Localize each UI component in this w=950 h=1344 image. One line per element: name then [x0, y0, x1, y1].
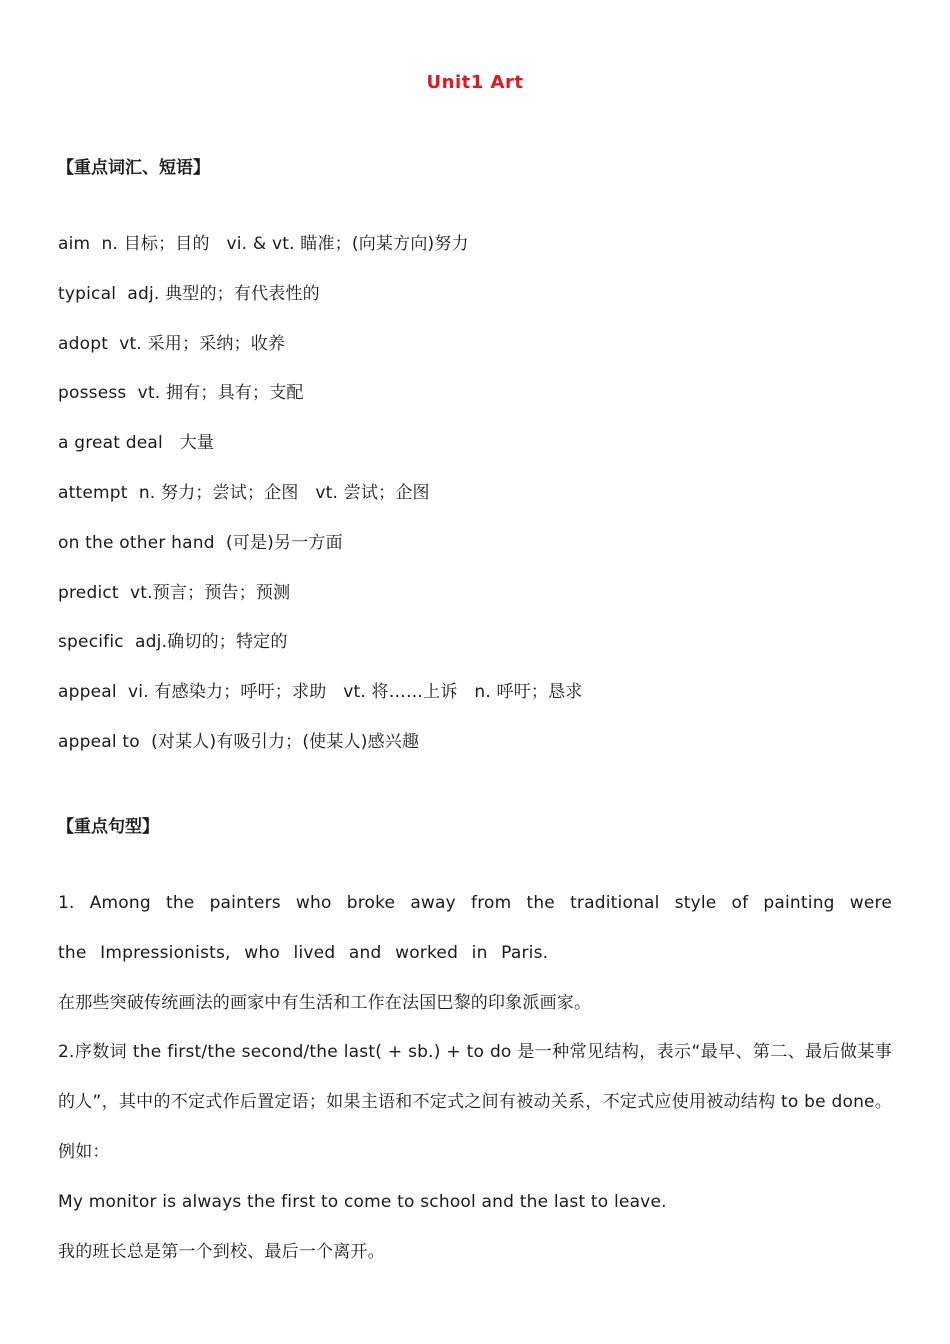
vocab-item: predict vt.预言；预告；预测: [58, 582, 291, 603]
vocab-item: specific adj.确切的；特定的: [58, 632, 288, 653]
document-title: Unit1 Art: [426, 72, 524, 93]
vocab-item: typical adj. 典型的；有代表性的: [58, 283, 320, 304]
vocab-item: a great deal 大量: [58, 433, 215, 454]
vocab-section-heading: 【重点词汇、短语】: [57, 158, 210, 178]
vocab-item: on the other hand (可是)另一方面: [58, 532, 343, 553]
vocab-item: adopt vt. 采用；采纳；收养: [58, 333, 286, 354]
sentence-2-example-chinese: 我的班长总是第一个到校、最后一个离开。: [58, 1241, 385, 1262]
vocab-list: [58, 231, 583, 779]
sentence-2-rule: 2.序数词 the first/the second/the last( + sb.) + to do 是一种常见结构，表示“最早、第二、最后做某事的人”，其中的不定式作后置定语；如果主语和不定式之间有被动关系，不定式应使用被动结构 to be done。 例如：: [58, 1042, 892, 1162]
sentence-1-chinese: 在那些突破传统画法的画家中有生活和工作在法国巴黎的印象派画家。: [58, 992, 592, 1013]
vocab-item: attempt n. 努力；尝试；企图 vt. 尝试；企图: [58, 482, 430, 503]
vocab-item: appeal vi. 有感染力；呼吁；求助 vt. 将……上诉 n. 呼吁；恳求: [58, 682, 583, 703]
sentence-section-heading: 【重点句型】: [57, 817, 159, 837]
sentence-2-example-english: My monitor is always the first to come to school and the last to leave.: [58, 1191, 667, 1212]
vocab-item: aim n. 目标；目的 vi. & vt. 瞄准；(向某方向)努力: [58, 234, 469, 254]
vocab-item: possess vt. 拥有；具有；支配: [58, 383, 304, 404]
vocab-item: appeal to (对某人)有吸引力；(使某人)感兴趣: [58, 731, 420, 752]
sentence-1-english: 1. Among the painters who broke away from the traditional style of painting were the Impressionists, who lived and worked in Paris.: [58, 893, 892, 963]
sentence-section-body: [58, 879, 892, 1277]
